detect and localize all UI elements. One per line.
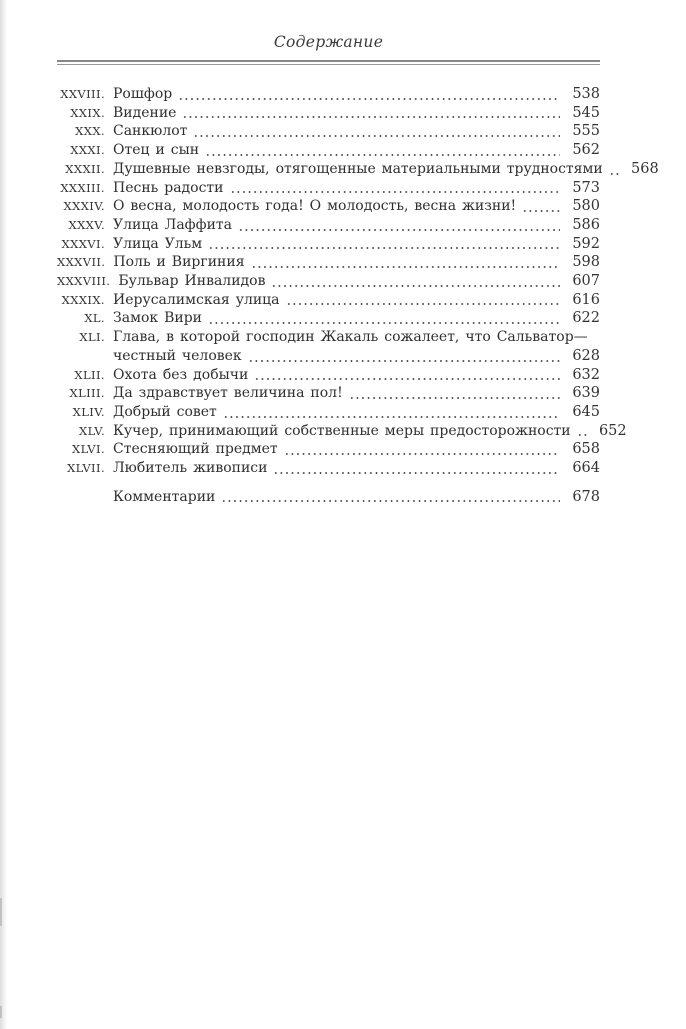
dot-leader — [522, 197, 560, 216]
page-number: 580 — [572, 198, 600, 215]
chapter-numeral: XLII. — [74, 367, 105, 382]
dot-leader — [251, 253, 560, 272]
toc-entry — [57, 253, 600, 272]
chapter-numeral: XXXVI. — [61, 236, 105, 251]
toc-entry — [57, 384, 600, 403]
chapter-numeral: XLV. — [78, 423, 105, 438]
page-number: 592 — [572, 235, 600, 252]
chapter-numeral: XXXI. — [70, 143, 105, 158]
toc-entry — [57, 104, 600, 123]
toc-entry — [57, 235, 600, 254]
toc-entry — [57, 403, 600, 422]
chapter-numeral: XXX. — [75, 124, 105, 139]
page-number: 652 — [598, 422, 627, 439]
chapter-title: Рошфор — [113, 86, 173, 102]
dot-leader — [205, 141, 560, 160]
chapter-numeral: XXXIII. — [60, 180, 105, 195]
toc-entry — [57, 422, 627, 441]
chapter-title: Отец и сын — [113, 142, 200, 159]
chapter-title: Да здравствует величина пол! — [113, 385, 343, 402]
toc-entry — [57, 160, 659, 179]
chapter-numeral: XXXII. — [65, 161, 105, 176]
dot-leader — [284, 440, 560, 459]
chapter-title: Глава, в которой господин Жакаль сожалеет, что Сальватор— — [113, 329, 588, 346]
page-number: 658 — [572, 441, 600, 458]
scan-edge-artifact — [0, 1006, 2, 1018]
toc-entry-commentary — [57, 488, 600, 507]
dot-leader — [248, 347, 560, 366]
toc-entry — [57, 291, 600, 310]
dot-leader — [254, 366, 560, 385]
commentary-title: Комментарии — [113, 488, 216, 505]
dot-leader — [208, 309, 560, 328]
page-number: 538 — [572, 86, 600, 102]
dot-leader — [286, 291, 560, 310]
page-number: 678 — [572, 488, 600, 505]
table-of-contents — [57, 85, 659, 506]
dot-leader — [223, 403, 560, 422]
dot-leader — [221, 488, 560, 507]
dot-leader — [178, 85, 560, 104]
scan-edge-shadow — [0, 0, 7, 1029]
toc-entry — [57, 440, 600, 459]
chapter-numeral: XL. — [84, 311, 105, 326]
dot-leader — [273, 459, 560, 478]
scan-edge-artifact — [0, 898, 2, 926]
page-number: 607 — [572, 273, 600, 290]
page-number: 598 — [572, 254, 600, 271]
chapter-title: Охота без добычи — [113, 366, 249, 383]
chapter-numeral: XXXIV. — [63, 199, 105, 214]
chapter-numeral: XLVI. — [72, 442, 105, 457]
toc-entry — [57, 141, 600, 160]
page-number: 616 — [572, 291, 600, 308]
page-number: 664 — [572, 460, 600, 477]
toc-entry-continuation — [57, 347, 600, 366]
chapter-title: Душевные невзгоды, отягощенные материальными трудностями — [113, 160, 603, 177]
dot-leader — [271, 272, 560, 291]
header-rule — [57, 60, 600, 65]
chapter-numeral: XXXIX. — [61, 292, 105, 307]
toc-entry — [57, 197, 600, 216]
dot-leader — [182, 104, 560, 123]
chapter-title: Улица Ульм — [113, 235, 203, 252]
toc-entry — [57, 366, 600, 385]
chapter-numeral: XXIX. — [70, 105, 105, 120]
chapter-numeral: XXVIII. — [60, 87, 105, 101]
toc-entry — [57, 272, 600, 291]
chapter-title: Добрый совет — [113, 403, 217, 420]
page-number: 562 — [572, 142, 600, 159]
chapter-title: Улица Лаффита — [113, 216, 233, 233]
page-title: Содержание — [273, 33, 384, 51]
chapter-title-continuation: честный человек — [113, 347, 242, 364]
chapter-title: Поль и Виргиния — [113, 254, 245, 271]
dot-leader — [193, 122, 560, 141]
page-number: 586 — [572, 216, 600, 233]
toc-entry — [57, 216, 600, 235]
toc-entry — [57, 122, 600, 141]
page-number: 568 — [631, 160, 659, 177]
page-number: 555 — [572, 123, 600, 140]
dot-leader — [609, 160, 619, 179]
page-number: 622 — [572, 310, 600, 327]
dot-leader — [238, 216, 560, 235]
chapter-title: Кучер, принимающий собственные меры предосторожности — [113, 422, 571, 439]
chapter-numeral: XXXVIII. — [57, 274, 111, 289]
toc-entry — [57, 309, 600, 328]
chapter-title: Бульвар Инвалидов — [118, 273, 266, 290]
chapter-title: Иерусалимская улица — [113, 291, 280, 308]
page-number: 573 — [572, 179, 600, 196]
chapter-title: Видение — [113, 104, 177, 121]
chapter-numeral: XLIV. — [72, 404, 105, 419]
page-number: 628 — [572, 347, 600, 364]
chapter-title: Любитель живописи — [113, 460, 268, 477]
chapter-numeral: XLI. — [79, 330, 105, 345]
page-number: 639 — [572, 385, 600, 402]
dot-leader — [230, 179, 560, 198]
chapter-numeral: XLVII. — [67, 461, 105, 476]
page-number: 545 — [572, 104, 600, 121]
chapter-title: Замок Вири — [113, 310, 202, 327]
dot-leader — [208, 235, 560, 254]
dot-leader — [349, 384, 560, 403]
toc-entry — [57, 328, 600, 347]
dot-leader — [577, 422, 587, 441]
chapter-title: О весна, молодость года! О молодость, весна жизни! — [113, 198, 517, 215]
page-number: 632 — [572, 366, 600, 383]
toc-entry — [57, 459, 600, 478]
chapter-numeral: XXXV. — [68, 217, 105, 232]
toc-entry — [57, 179, 600, 198]
page-number: 645 — [572, 403, 600, 420]
chapter-title: Санкюлот — [113, 123, 188, 140]
chapter-numeral: XLIII. — [69, 386, 105, 401]
chapter-title: Стесняющий предмет — [113, 441, 278, 458]
chapter-title: Песнь радости — [113, 179, 224, 196]
toc-entry — [57, 85, 600, 104]
chapter-numeral: XXXVII. — [57, 255, 106, 270]
